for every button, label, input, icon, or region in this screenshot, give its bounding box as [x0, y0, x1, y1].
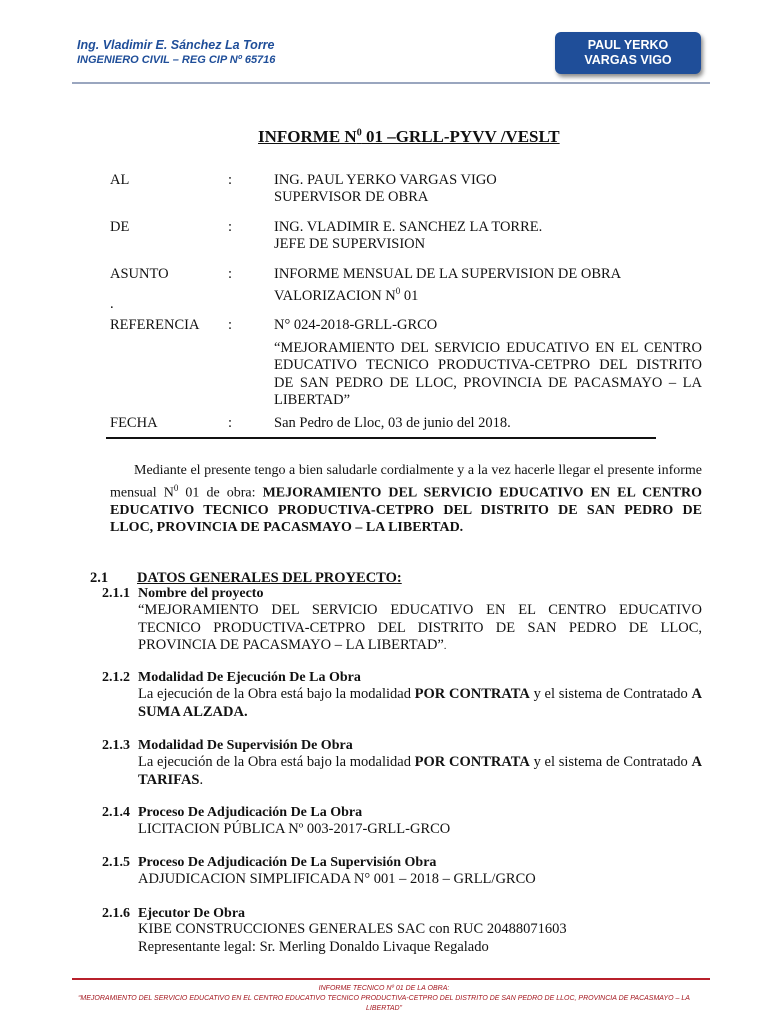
supervisor-badge: [555, 32, 701, 74]
de-label: DE: [110, 219, 130, 235]
footer-line-3: LIBERTAD”: [366, 1005, 402, 1012]
subsection-number: 2.1.6: [102, 906, 130, 921]
asunto-colon: :: [228, 266, 233, 282]
badge-line-1: PAUL YERKO: [587, 38, 669, 52]
al-line-2: SUPERVISOR DE OBRA: [274, 189, 429, 205]
referencia-number: N° 024-2018-GRLL-GRCO: [274, 317, 438, 333]
al-line-1: ING. PAUL YERKO VARGAS VIGO: [274, 172, 497, 188]
subsection-number: 2.1.4: [102, 805, 130, 820]
referencia-colon: :: [228, 317, 233, 333]
section-title: DATOS GENERALES DEL PROYECTO:: [137, 570, 402, 586]
stray-dot: .: [110, 296, 114, 312]
subsection-number: 2.1.1: [102, 586, 130, 601]
de-line-1: ING. VLADIMIR E. SANCHEZ LA TORRE.: [274, 219, 543, 235]
subsection-number: 2.1.3: [102, 738, 130, 753]
engineer-name: Ing. Vladimir E. Sánchez La Torre: [77, 38, 275, 52]
execution-modality-text: La ejecución de la Obra está bajo la modalidad POR CONTRATA y el sistema de Contratado A SUMA ALZADA.: [138, 686, 702, 720]
engineer-registration: INGENIERO CIVIL – REG CIP Nº 65716: [77, 54, 276, 66]
supervision-award-text: ADJUDICACION SIMPLIFICADA N° 001 – 2018 – GRLL/GRCO: [138, 871, 536, 887]
footer-line-2: “MEJORAMIENTO DEL SERVICIO EDUCATIVO EN EL CENTRO EDUCATIVO TECNICO PRODUCTIVA-CETPRO DEL DISTRITO DE SAN PEDRO DE LLOC, PROVINCIA DE PACASMAYO – LA: [78, 995, 690, 1002]
memo-divider: [106, 437, 656, 439]
section-number: 2.1: [90, 570, 109, 586]
subsection-number: 2.1.2: [102, 670, 130, 685]
referencia-project: “MEJORAMIENTO DEL SERVICIO EDUCATIVO EN EL CENTRO EDUCATIVO TECNICO PRODUCTIVA-CETPRO DEL DISTRITO DE SAN PEDRO DE LLOC, PROVINCIA DE PACASMAYO – LA LIBERTAD”: [274, 340, 702, 409]
asunto-line-1: INFORME MENSUAL DE LA SUPERVISION DE OBRA: [274, 266, 622, 282]
de-line-2: JEFE DE SUPERVISION: [274, 236, 426, 252]
title-prefix: INFORME N: [258, 127, 357, 146]
asunto-line-2: VALORIZACION $N^0$ 01: [274, 286, 419, 304]
intro-paragraph: Mediante el presente tengo a bien saludarle cordialmente y a la vez hacerle llegar el presente informe mensual $N^0$ 01 de obra: MEJORAMIENTO DEL SERVICIO EDUCATIVO EN EL CENTRO EDUCATIVO TECNICO PRODUCTIVA-CETPRO DEL DISTRITO DE SAN PEDRO DE LLOC, PROVINCIA DE PACASMAYO – LA LIBERTAD.: [110, 463, 702, 536]
footer-divider: [72, 978, 710, 980]
legal-representative-text: Representante legal: Sr. Merling Donaldo Livaque Regalado: [138, 939, 489, 955]
al-label: AL: [110, 172, 130, 188]
subsection-number: 2.1.5: [102, 855, 130, 870]
contractor-text: KIBE CONSTRUCCIONES GENERALES SAC con RUC 20488071603: [138, 921, 567, 937]
de-value: [274, 219, 542, 253]
fecha-colon: :: [228, 415, 233, 431]
header-divider: [72, 82, 710, 84]
footer-line-1: INFORME TECNICO Nº 01 DE LA OBRA:: [318, 985, 450, 992]
al-value: [274, 172, 497, 206]
subsection-title: Modalidad De Ejecución De La Obra: [138, 670, 361, 685]
subsection-title: Proceso De Adjudicación De La Obra: [138, 805, 363, 820]
title-sup: 0: [356, 127, 362, 139]
subsection-title: Modalidad De Supervisión De Obra: [138, 738, 353, 753]
subsection-title: Proceso De Adjudicación De La Supervisión Obra: [138, 855, 437, 870]
badge-line-2: VARGAS VIGO: [584, 53, 672, 67]
subsection-title: Nombre del proyecto: [138, 586, 264, 601]
title-suffix: 01 –GRLL-PYVV /VESLT: [361, 127, 560, 146]
asunto-value: [274, 266, 621, 305]
project-name-text: “MEJORAMIENTO DEL SERVICIO EDUCATIVO EN EL CENTRO EDUCATIVO TECNICO PRODUCTIVA-CETPRO DEL DISTRITO DE SAN PEDRO DE LLOC, PROVINCIA DE PACASMAYO – LA LIBERTAD”.: [138, 602, 702, 653]
fecha-value: San Pedro de Lloc, 03 de junio del 2018.: [274, 415, 511, 431]
asunto-label: ASUNTO: [110, 266, 169, 282]
award-process-text: LICITACION PÚBLICA Nº 003-2017-GRLL-GRCO: [138, 821, 451, 837]
report-title: [258, 127, 560, 147]
fecha-label: FECHA: [110, 415, 158, 431]
subsection-title: Ejecutor De Obra: [138, 906, 246, 921]
al-colon: :: [228, 172, 233, 188]
de-colon: :: [228, 219, 233, 235]
supervision-modality-text: La ejecución de la Obra está bajo la modalidad POR CONTRATA y el sistema de Contratado A TARIFAS.: [138, 754, 702, 788]
referencia-label: REFERENCIA: [110, 317, 200, 333]
